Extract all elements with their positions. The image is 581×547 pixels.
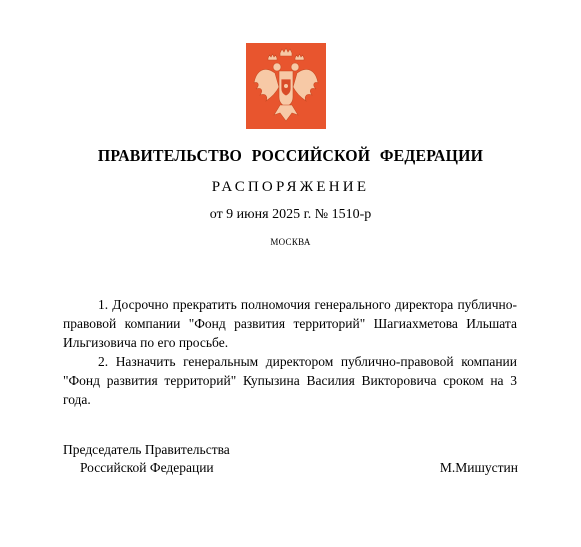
document-type: РАСПОРЯЖЕНИЕ	[211, 179, 370, 195]
decree-paragraph-2: 2. Назначить генеральным директором публично-правовой компании "Фонд развития территорий" Купызина Василия Викторовича сроком на 3 года.	[63, 354, 517, 407]
coat-of-arms-icon	[246, 43, 326, 129]
signatory-position	[63, 441, 230, 477]
decree-body	[63, 295, 517, 409]
signatory-position-line2: Российской Федерации	[80, 460, 214, 475]
decree-paragraph-1: 1. Досрочно прекратить полномочия генерального директора публично-правовой компании "Фонд развития территорий" Шагиахметова Ильшата Ильгизовича по его просьбе.	[63, 297, 517, 350]
city-label: МОСКВА	[270, 237, 311, 247]
signatory-name: М.Мишустин	[439, 460, 518, 475]
government-title: ПРАВИТЕЛЬСТВО РОССИЙСКОЙ ФЕДЕРАЦИИ	[97, 146, 484, 165]
document-date-number: от 9 июня 2025 г. № 1510-р	[209, 207, 372, 222]
signatory-position-line1: Председатель Правительства	[63, 442, 230, 457]
